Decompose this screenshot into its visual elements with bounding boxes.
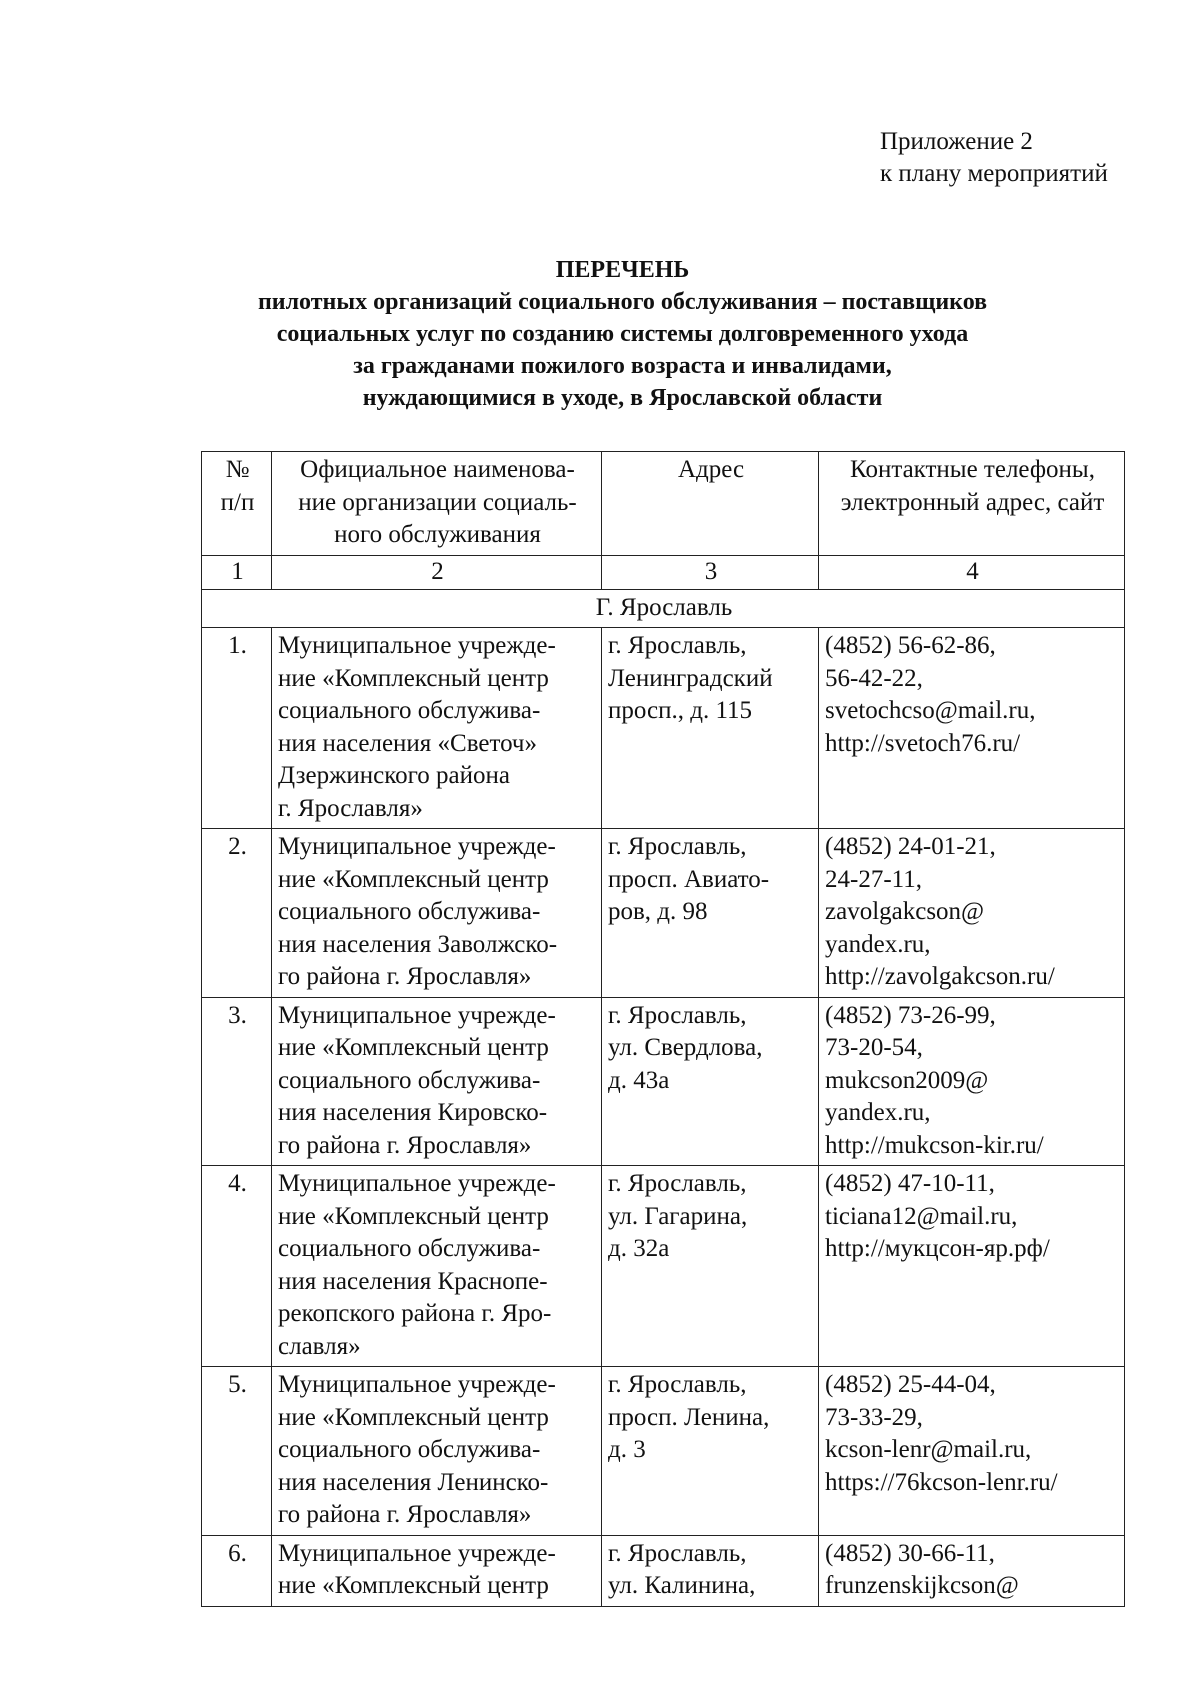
organization-name-line: го района г. Ярославля»: [278, 1501, 532, 1528]
table-body: [202, 628, 1125, 1607]
organization-name: [272, 829, 602, 998]
organization-address: [602, 997, 819, 1166]
organization-contacts: [819, 1166, 1125, 1367]
organization-name-line: рекопского района г. Яро-: [278, 1300, 552, 1327]
organization-name-line: социального обслужива-: [278, 697, 541, 724]
organization-contacts-line: (4852) 25-44-04,: [825, 1371, 996, 1398]
organization-contacts-line: (4852) 47-10-11,: [825, 1170, 995, 1197]
table-row: [202, 1166, 1125, 1367]
organization-address-line: г. Ярославль,: [608, 632, 747, 659]
organization-contacts-line: http://svetoch76.ru/: [825, 729, 1021, 757]
organization-address-line: ул. Гагарина,: [608, 1202, 748, 1230]
organization-contacts-line: http://мукцсон-яр.рф/: [825, 1235, 1050, 1262]
organization-address: [602, 628, 819, 829]
organization-name: [272, 997, 602, 1166]
organization-name-line: славля»: [278, 1332, 361, 1360]
header-contacts: Контактные телефоны, электронный адрес, сайт: [819, 452, 1125, 556]
row-number: 4.: [202, 1166, 272, 1367]
table-row: [202, 1535, 1125, 1606]
header-num: № п/п: [202, 452, 272, 556]
organization-name-line: Муниципальное учрежде-: [278, 1170, 556, 1197]
table-row: [202, 829, 1125, 998]
organization-contacts-line: (4852) 56-62-86,: [825, 632, 996, 659]
organization-name-line: Муниципальное учрежде-: [278, 833, 556, 860]
organization-address-line: г. Ярославль,: [608, 833, 747, 860]
organization-contacts-line: 73-20-54,: [825, 1034, 923, 1061]
organization-name-line: Муниципальное учрежде-: [278, 1001, 556, 1029]
row-number: 2.: [202, 829, 272, 998]
organization-name-line: ние «Комплексный центр: [278, 1572, 549, 1599]
organization-name-line: Дзержинского района: [278, 762, 510, 789]
organization-contacts: [819, 1367, 1125, 1536]
organization-contacts: [819, 997, 1125, 1166]
row-number: 6.: [202, 1535, 272, 1606]
organization-name-line: ния населения Краснопе-: [278, 1267, 548, 1295]
organization-name-line: Муниципальное учрежде-: [278, 1371, 556, 1398]
organization-address-line: просп. Авиато-: [608, 865, 770, 893]
heading-line: социальных услуг по созданию системы долговременного ухода: [276, 321, 969, 347]
header-name: Официальное наименова- ние организации социаль- ного обслуживания: [272, 452, 602, 556]
table-row: [202, 997, 1125, 1166]
organization-name-line: г. Ярославля»: [278, 794, 423, 822]
organization-address: [602, 1166, 819, 1367]
row-number: 1.: [202, 628, 272, 829]
document-title: ПЕРЕЧЕНЬ: [555, 257, 690, 283]
organization-contacts-line: https://76kcson-lenr.ru/: [825, 1468, 1058, 1496]
table-row: [202, 628, 1125, 829]
organizations-table: [201, 451, 1125, 1607]
organization-address-line: ул. Калинина,: [608, 1572, 756, 1599]
organization-address-line: г. Ярославль,: [608, 1001, 747, 1029]
organization-name-line: ние «Комплексный центр: [278, 1202, 549, 1230]
appendix-line-1: Приложение 2: [880, 128, 1033, 155]
appendix-note: [880, 126, 1108, 190]
organization-address-line: г. Ярославль,: [608, 1539, 747, 1567]
organization-name: [272, 1166, 602, 1367]
organization-address: [602, 1367, 819, 1536]
organization-address-line: ров, д. 98: [608, 898, 708, 925]
organization-name-line: ние «Комплексный центр: [278, 1403, 549, 1431]
organization-name-line: социального обслужива-: [278, 1066, 541, 1094]
organization-contacts-line: http://zavolgakcson.ru/: [825, 963, 1055, 990]
organization-address-line: г. Ярославль,: [608, 1170, 747, 1197]
column-number: 3: [602, 555, 819, 589]
organization-contacts-line: ticiana12@mail.ru,: [825, 1202, 1018, 1230]
organization-address-line: просп., д. 115: [608, 697, 753, 724]
heading-line: за гражданами пожилого возраста и инвалидами,: [353, 353, 892, 379]
organization-name-line: Муниципальное учрежде-: [278, 1539, 556, 1567]
column-number: 2: [272, 555, 602, 589]
column-number: 1: [202, 555, 272, 589]
organization-contacts-line: (4852) 24-01-21,: [825, 833, 996, 860]
table-header-row: [202, 452, 1125, 556]
organization-name-line: ния населения Заволжско-: [278, 930, 558, 958]
organization-address-line: д. 43а: [608, 1066, 670, 1094]
organization-name-line: ние «Комплексный центр: [278, 1034, 549, 1061]
organization-address-line: д. 32а: [608, 1235, 670, 1262]
organization-name-line: ния населения Кировско-: [278, 1099, 548, 1126]
organization-name-line: социального обслужива-: [278, 898, 541, 925]
organization-contacts-line: mukcson2009@: [825, 1066, 989, 1094]
organization-address: [602, 829, 819, 998]
organization-contacts-line: kcson-lenr@mail.ru,: [825, 1436, 1032, 1463]
organization-contacts-line: (4852) 73-26-99,: [825, 1001, 996, 1029]
organization-address-line: г. Ярославль,: [608, 1371, 747, 1398]
organization-contacts-line: http://mukcson-kir.ru/: [825, 1131, 1044, 1159]
organization-name-line: Муниципальное учрежде-: [278, 632, 556, 659]
organization-name-line: го района г. Ярославля»: [278, 1131, 532, 1159]
column-number: 4: [819, 555, 1125, 589]
organization-name: [272, 1367, 602, 1536]
organization-contacts: [819, 628, 1125, 829]
header-address: Адрес: [602, 452, 819, 556]
organization-contacts: [819, 1535, 1125, 1606]
organization-contacts: [819, 829, 1125, 998]
organization-contacts-line: frunzenskijkcson@: [825, 1572, 1019, 1599]
organization-contacts-line: (4852) 30-66-11,: [825, 1539, 995, 1567]
organization-address-line: ул. Свердлова,: [608, 1034, 763, 1061]
document-heading: [180, 254, 1065, 414]
heading-line: пилотных организаций социального обслуживания – поставщиков: [257, 289, 988, 315]
organization-name-line: ние «Комплексный центр: [278, 865, 549, 893]
organization-name-line: ния населения «Светоч»: [278, 729, 538, 757]
organization-address-line: Ленинградский: [608, 664, 773, 692]
organization-contacts-line: zavolgakcson@: [825, 898, 985, 925]
organization-name-line: социального обслужива-: [278, 1436, 541, 1463]
column-number-row: [202, 555, 1125, 589]
organization-contacts-line: svetochcso@mail.ru,: [825, 697, 1036, 724]
organization-address-line: д. 3: [608, 1436, 646, 1463]
organization-contacts-line: 24-27-11,: [825, 865, 922, 893]
row-number: 3.: [202, 997, 272, 1166]
organization-contacts-line: yandex.ru,: [825, 930, 931, 958]
table-row: [202, 1367, 1125, 1536]
section-row: [202, 589, 1125, 628]
organization-name-line: социального обслужива-: [278, 1235, 541, 1262]
organization-contacts-line: 73-33-29,: [825, 1403, 923, 1431]
row-number: 5.: [202, 1367, 272, 1536]
appendix-line-2: к плану мероприятий: [880, 160, 1108, 187]
organization-name: [272, 1535, 602, 1606]
organization-name-line: го района г. Ярославля»: [278, 963, 532, 990]
organization-address: [602, 1535, 819, 1606]
section-title: Г. Ярославль: [202, 589, 1125, 628]
organization-address-line: просп. Ленина,: [608, 1403, 770, 1431]
organization-name-line: ние «Комплексный центр: [278, 664, 549, 692]
heading-line: нуждающимися в уходе, в Ярославской области: [362, 385, 883, 411]
organization-name: [272, 628, 602, 829]
organization-name-line: ния населения Ленинско-: [278, 1468, 549, 1496]
organization-contacts-line: 56-42-22,: [825, 664, 923, 692]
organization-contacts-line: yandex.ru,: [825, 1099, 931, 1126]
